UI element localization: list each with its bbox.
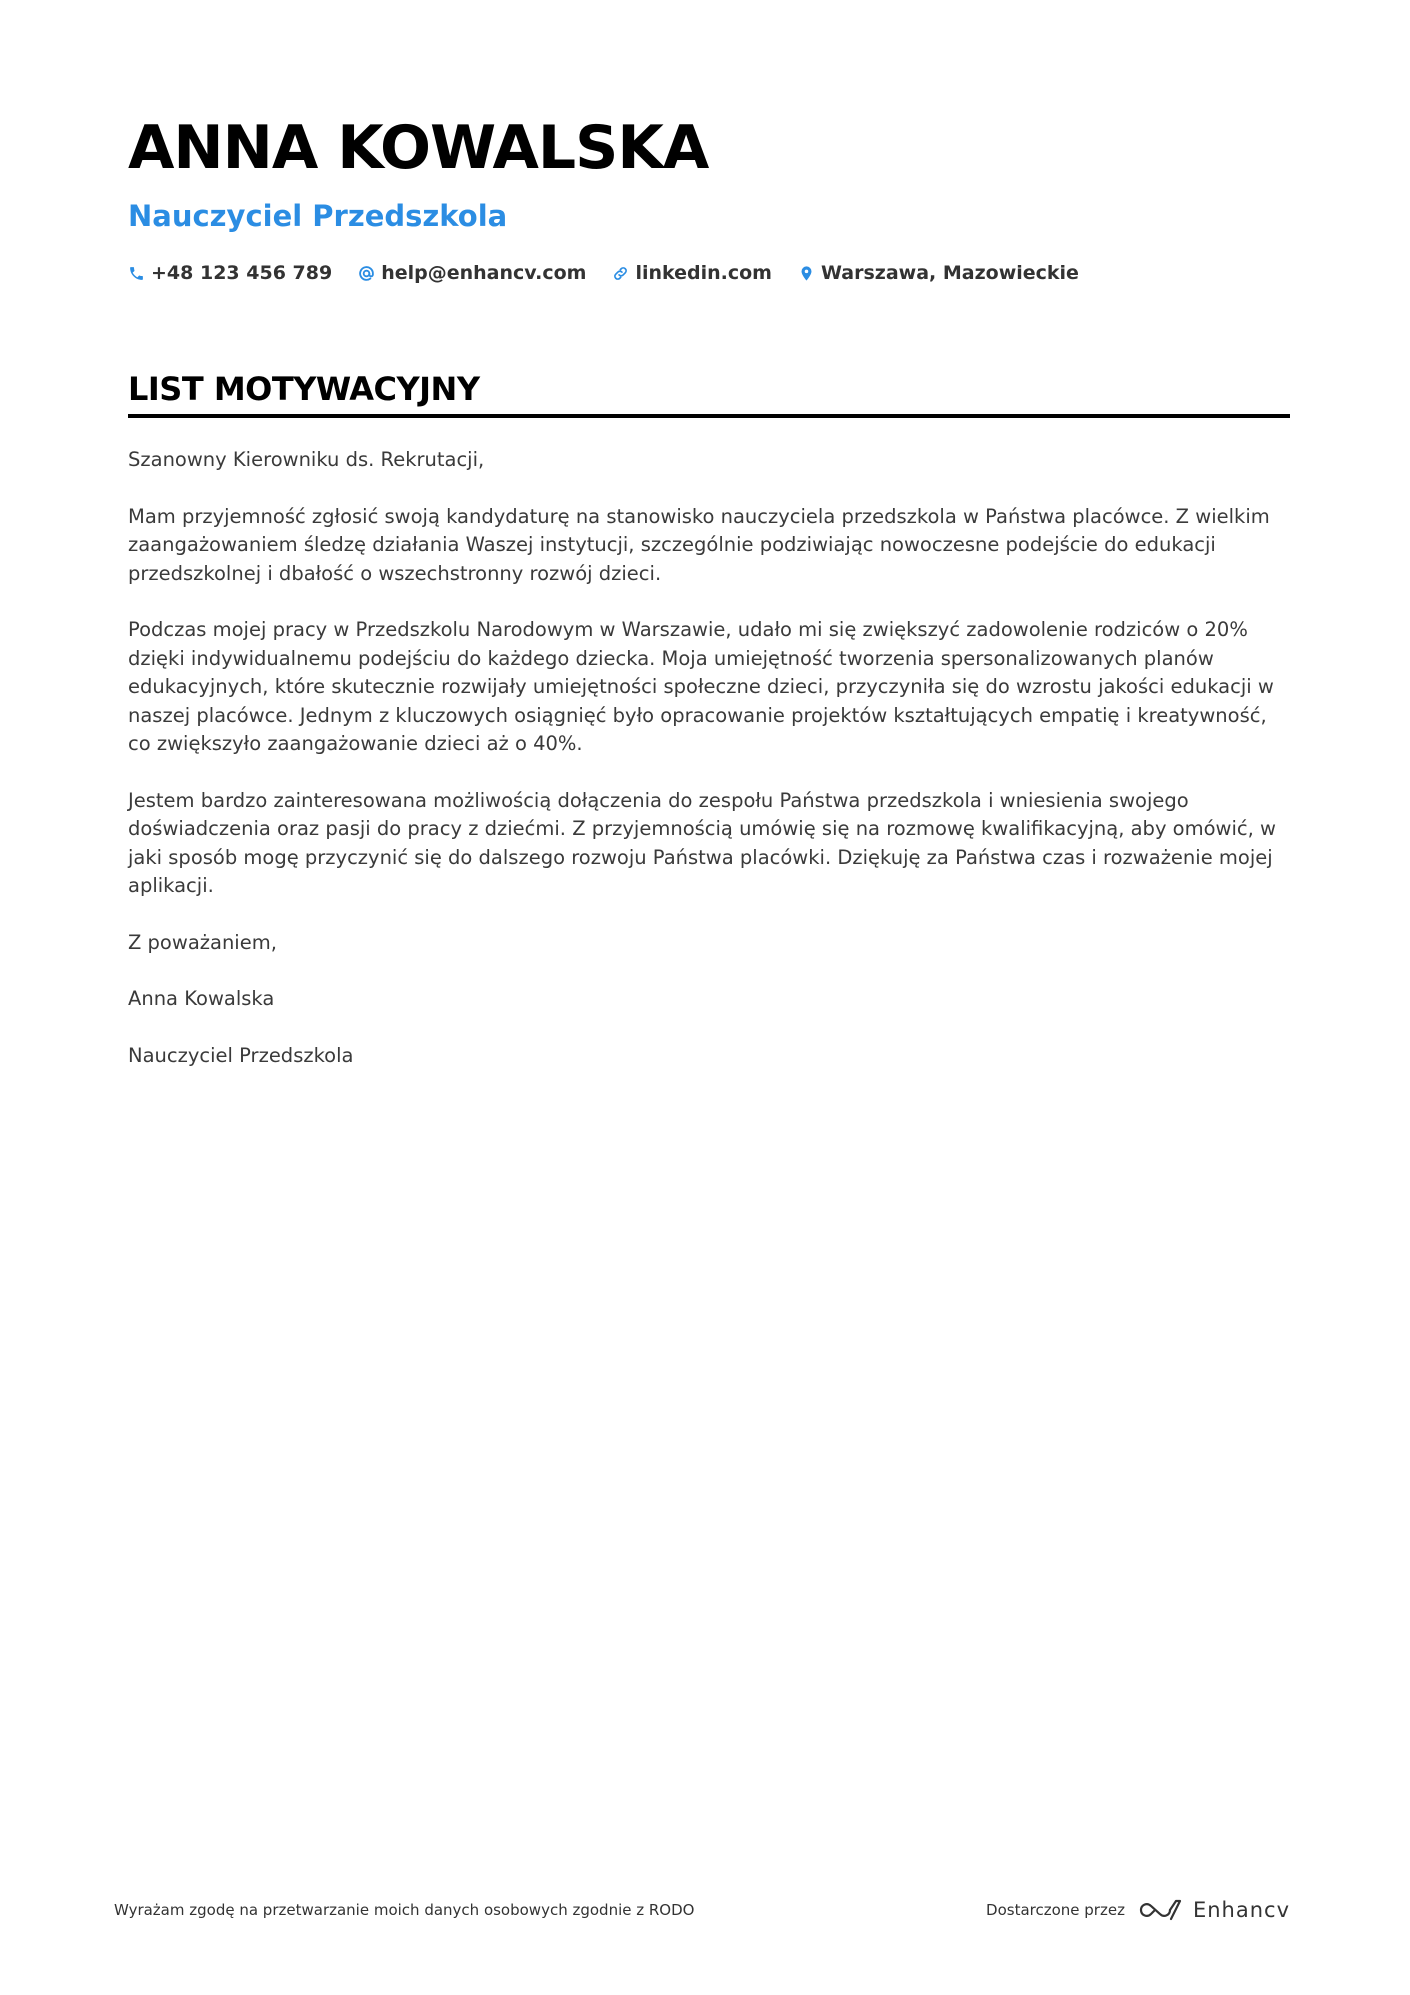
- contact-phone: [128, 262, 332, 284]
- letter-paragraph-3: Jestem bardzo zainteresowana możliwością dołączenia do zespołu Państwa przedszkola i wniesienia swojego doświadczenia oraz pasji do pracy z dziećmi. Z przyjemnością umówię się na rozmowę kwalifikacyjną, aby omówić, w jaki sposób mogę przyczynić się do dalszego rozwoju Państwa placówki. Dziękuję za Państwa czas i rozważenie mojej aplikacji.: [128, 788, 1276, 897]
- contact-email[interactable]: [358, 262, 586, 284]
- cover-letter-section: [128, 368, 1290, 1098]
- enhancv-logo-icon: [1137, 1897, 1183, 1923]
- enhancv-brand[interactable]: [1137, 1897, 1290, 1923]
- section-title: LIST MOTYWACYJNY: [128, 370, 480, 408]
- signature-role: Nauczyciel Przedszkola: [128, 1043, 354, 1067]
- letter-closing: Z poważaniem,: [128, 930, 277, 954]
- section-divider: [128, 414, 1290, 418]
- at-icon: [358, 265, 375, 282]
- contact-linkedin-text[interactable]: linkedin.com: [635, 262, 772, 284]
- letter-body: [128, 446, 1290, 1070]
- contact-info: [128, 262, 1288, 284]
- footer: [114, 1890, 1290, 1930]
- contact-email-text[interactable]: help@enhancv.com: [381, 262, 587, 284]
- contact-location-text: Warszawa, Mazowieckie: [820, 262, 1079, 284]
- letter-paragraph-2: Podczas mojej pracy w Przedszkolu Narodowym w Warszawie, udało mi się zwiększyć zadowolenie rodziców o 20% dzięki indywidualnemu podejściu do każdego dziecka. Moja umiejętność tworzenia spersonalizowanych planów edukacyjnych, które skutecznie rozwijały umiejętności społeczne dzieci, przyczyniła się do wzrostu jakości edukacji w naszej placówce. Jednym z kluczowych osiągnięć było opracowanie projektów kształtujących empatię i kreatywność, co zwiększyło zaangażowanie dzieci aż o 40%.: [128, 618, 1274, 755]
- signature-name: Anna Kowalska: [128, 987, 275, 1010]
- phone-icon: [128, 265, 145, 282]
- candidate-role: Nauczyciel Przedszkola: [128, 199, 508, 233]
- candidate-name: ANNA KOWALSKA: [128, 113, 709, 183]
- contact-phone-text: +48 123 456 789: [151, 262, 333, 284]
- letter-greeting: Szanowny Kierowniku ds. Rekrutacji,: [128, 448, 485, 471]
- contact-linkedin[interactable]: [612, 262, 772, 284]
- contact-location: [798, 262, 1079, 284]
- location-pin-icon: [798, 265, 815, 282]
- enhancv-brand-name: Enhancv: [1192, 1898, 1290, 1922]
- header: [128, 108, 1288, 284]
- letter-paragraph-1: Mam przyjemność zgłosić swoją kandydaturę na stanowisko nauczyciela przedszkola w Państwa placówce. Z wielkim zaangażowaniem śledzę działania Waszej instytucji, szczególnie podziwiając nowoczesne podejście do edukacji przedszkolnej i dbałość o wszechstronny rozwój dzieci.: [128, 504, 1270, 585]
- powered-by-label: Dostarczone przez: [986, 1901, 1125, 1919]
- gdpr-consent: Wyrażam zgodę na przetwarzanie moich danych osobowych zgodnie z RODO: [114, 1901, 695, 1919]
- powered-by[interactable]: [986, 1897, 1290, 1923]
- link-icon: [612, 265, 629, 282]
